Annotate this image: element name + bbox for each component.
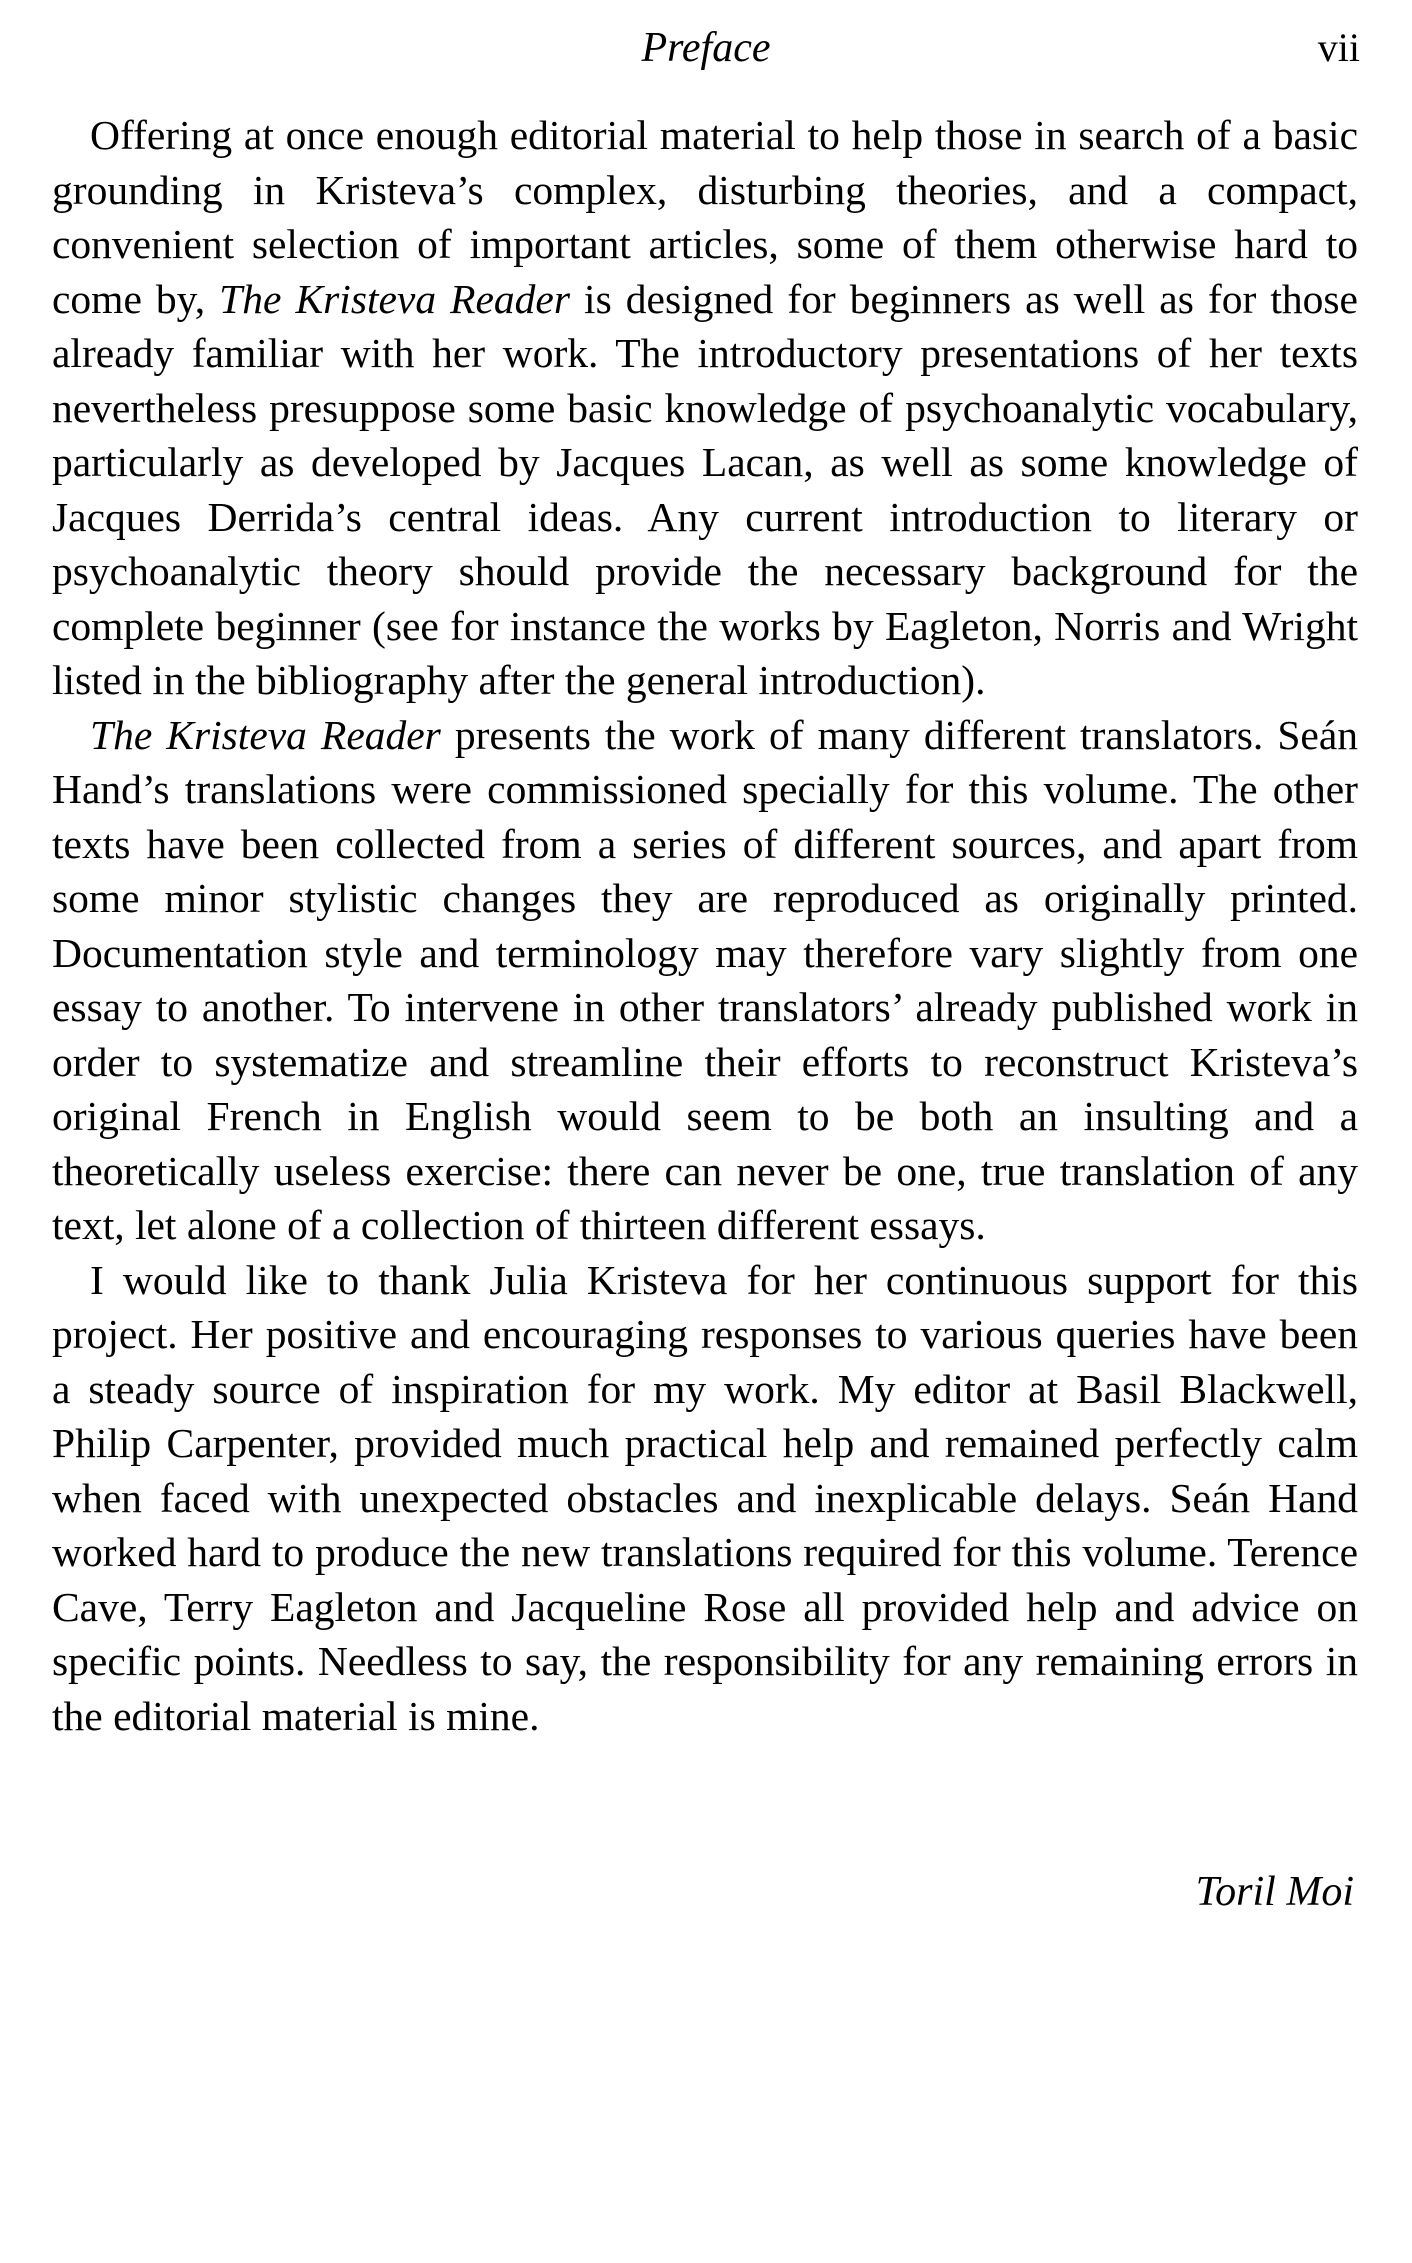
paragraph-text: is designed for beginners as well as for those already familiar with her work. The introductory presentations of her texts nevertheless presuppose some basic knowledge of psychoanalytic vocabulary, particularly as developed by Jacques Lacan, as well as some knowledge of Jacques Derrida’s central ideas. Any current introduction to literary or psychoanalytic theory should provide the necessary background for the complete beginner (see for instance the works by Eagleton, Norris and Wright listed in the bibliography after the general introduction). — [52, 275, 1358, 703]
author-signature: Toril Moi — [1195, 1869, 1354, 1915]
paragraph-1 — [52, 108, 1358, 708]
preface-body — [52, 108, 1358, 1743]
paragraph-text: Offering at once enough editorial material to help those in search of a basic grounding in Kristeva’s complex, disturbing theories, and a compact, convenient selection of important articles, some of them otherwise hard to come by, — [52, 112, 1358, 322]
paragraph-text: I would like to thank Julia Kristeva for her continuous support for this project. Her positive and encouraging responses to various queries have been a steady source of inspiration for my work. My editor at Basil Blackwell, Philip Carpenter, provided much practical help and remained perfectly calm when faced with unexpected obstacles and inexplicable delays. Seán Hand worked hard to produce the new translations required for this volume. Terence Cave, Terry Eagleton and Jacqueline Rose all provided help and advice on specific points. Needless to say, the responsibility for any remaining errors in the editorial material is mine. — [52, 1256, 1358, 1739]
book-title-italic: The Kristeva Reader — [90, 711, 441, 758]
running-head — [0, 18, 1412, 78]
paragraph-2 — [52, 708, 1358, 1253]
book-title-italic: The Kristeva Reader — [219, 275, 570, 322]
paragraph-text: presents the work of many different translators. Seán Hand’s translations were commissioned specially for this volume. The other texts have been collected from a series of different sources, and apart from some minor stylistic changes they are reproduced as originally printed. Documentation style and terminology may therefore vary slightly from one essay to another. To intervene in other translators’ already published work in order to systematize and streamline their efforts to reconstruct Kristeva’s original French in English would seem to be both an insulting and a theoretically useless exercise: there can never be one, true translation of any text, let alone of a collection of thirteen different essays. — [52, 711, 1358, 1248]
page-number: vii — [1317, 25, 1360, 70]
running-title: Preface — [641, 25, 771, 71]
paragraph-3 — [52, 1253, 1358, 1744]
